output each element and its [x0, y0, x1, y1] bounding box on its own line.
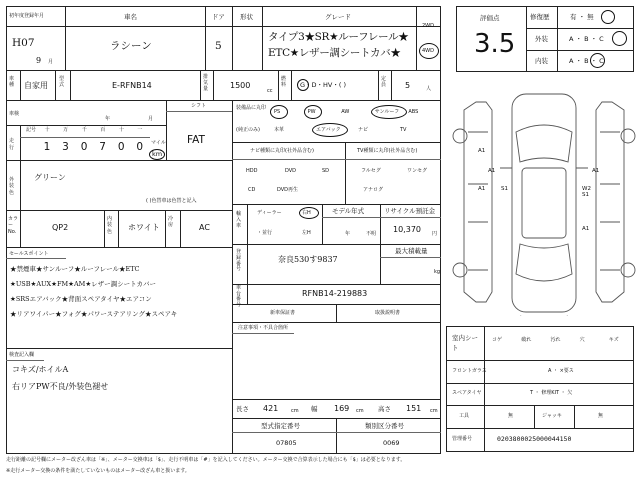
- tv-label: [357, 149, 417, 154]
- type-approval-label: 型式指定番号: [261, 422, 300, 430]
- footer-note-1: 走行距離の記号欄にメーター改ざん車は「※」、メーター交換車は「$」、走行不明車は「#」を記入してください。メーター交換で合算表示した場合にも「$」は必要となります。: [6, 457, 406, 463]
- divider: [6, 70, 441, 71]
- equipment-row-2: [270, 126, 438, 140]
- repair-options: 有 ・ 無: [570, 13, 594, 21]
- selected-ring: [304, 105, 322, 119]
- windshield-label: フロントガラス: [452, 368, 487, 374]
- exterior-color-label: 外装色: [9, 177, 15, 196]
- damage-mark: A1: [478, 148, 486, 154]
- navi-option: HDD: [246, 168, 258, 174]
- divider: [6, 348, 232, 349]
- damage-mark: W2: [582, 186, 591, 192]
- first-reg-era: H07: [12, 37, 35, 49]
- divider: [232, 399, 441, 400]
- capacity-label: 定員: [381, 76, 387, 88]
- seat-damage-option: 破れ: [521, 337, 532, 343]
- tv-option: ワンセグ: [407, 168, 428, 174]
- model-label: 型式: [59, 76, 65, 88]
- score-value: 3.5: [474, 29, 516, 59]
- mileage-digit-header-row: [20, 128, 150, 136]
- drive-2wd-label: 2WD: [422, 23, 434, 29]
- divider: [526, 50, 634, 51]
- divider: [232, 204, 441, 205]
- shape-label: 形状: [240, 13, 253, 21]
- equipment-label: 装備品に丸印: [236, 105, 267, 111]
- sales-points-list: [10, 262, 230, 322]
- class-num-value: 0069: [383, 439, 400, 447]
- interior-grade-label: 内装: [535, 57, 548, 65]
- vin-label: 車台番号: [236, 285, 242, 308]
- width-value: 169: [334, 404, 350, 413]
- divider: [6, 258, 66, 259]
- equipment-option: PW: [307, 109, 316, 115]
- drive-4wd-label: 4WD: [422, 48, 434, 54]
- selected-ring: [312, 123, 348, 137]
- sales-points-label: セールスポイント: [9, 251, 49, 257]
- divider: [446, 405, 634, 406]
- divider: [180, 210, 181, 247]
- tools-value: 無: [508, 413, 514, 419]
- plate-value: 奈良530す9837: [278, 255, 338, 264]
- grade-line-1: タイプ3★SR★ルーフレール★: [268, 31, 409, 43]
- exterior-grade-label: 外装: [535, 35, 548, 43]
- divider: [205, 6, 206, 70]
- equipment-option: ナビ: [358, 127, 369, 133]
- divider: [247, 284, 248, 304]
- grade-line-2: ETC★レザー調シートカバ★: [268, 47, 401, 59]
- seat-damage-option: 汚れ: [550, 337, 561, 343]
- recycle-value: 10,370: [393, 225, 421, 234]
- equipment-option: ABS: [408, 109, 419, 115]
- divider: [55, 70, 56, 100]
- max-load-label: 最大積載量: [395, 247, 428, 255]
- class-num-label: 類別区分番号: [365, 422, 404, 430]
- equipment-option: エアバック: [316, 127, 341, 133]
- divider: [232, 159, 441, 160]
- navi-option: DVD: [285, 168, 297, 174]
- selected-ring: [371, 105, 407, 119]
- length-unit: cm: [291, 408, 299, 414]
- tools-label: 工具: [459, 413, 470, 419]
- mileage-label: 走行: [9, 138, 15, 151]
- model-year-unknown: 不明: [366, 231, 377, 237]
- navi-label: [250, 149, 314, 154]
- seat-label: 室内シート: [452, 334, 478, 352]
- doors-label: ドア: [212, 13, 225, 21]
- capacity-unit: 人: [426, 86, 432, 92]
- ac-value: AC: [199, 223, 210, 232]
- divider: [247, 244, 248, 284]
- divider: [200, 70, 201, 100]
- height-value: 151: [406, 404, 422, 413]
- mileage-digit: 1: [43, 141, 51, 153]
- max-load-unit: kg: [434, 269, 441, 275]
- first-reg-label: 初年度登録年月: [9, 13, 45, 19]
- plate-label: 登録番号: [236, 249, 242, 273]
- exterior-color-note: ( )色替車は色替と記入: [146, 198, 197, 204]
- mileage-digit: 7: [99, 141, 106, 153]
- divider: [416, 6, 417, 70]
- divider: [232, 333, 294, 334]
- color-code-value: QP2: [52, 223, 69, 232]
- navi-option: DVD再生: [277, 187, 299, 193]
- grade-label: グレード: [325, 13, 351, 21]
- usage-label: 車種: [9, 76, 15, 88]
- usage-value: 自家用: [24, 81, 48, 90]
- seat-damage-option: コゲ: [492, 337, 503, 343]
- spare-label: スペアタイヤ: [452, 390, 482, 396]
- equipment-option: サンルーフ: [374, 109, 400, 115]
- divider: [6, 160, 232, 161]
- divider: [534, 405, 535, 428]
- warranty-new: 新車保証書: [270, 310, 296, 316]
- import-right: 右H: [302, 210, 311, 216]
- mgmt-value: 0203800025000044150: [497, 435, 572, 443]
- height-label: 高さ: [378, 405, 391, 413]
- divider: [380, 257, 441, 258]
- damage-mark: S1: [501, 186, 508, 192]
- warranty-manual: 取扱説明書: [375, 310, 401, 316]
- displacement-label: 排気量: [203, 74, 209, 92]
- displacement-unit: cc: [267, 88, 273, 94]
- inspector-note-line: 右リアPW不良/外装色褪せ: [12, 382, 109, 391]
- seat-damage-option: 穴: [579, 337, 585, 343]
- divider: [484, 326, 485, 452]
- tv-option: アナログ: [363, 187, 384, 193]
- sales-point-line: ★禁煙車★サンルーフ★ルーフレール★ETC: [10, 265, 140, 273]
- length-value: 421: [263, 404, 279, 413]
- equipment-option: PS: [274, 109, 281, 115]
- inspection-year-label: 年: [105, 116, 111, 122]
- windshield-value: A ・ ×要ス: [548, 368, 574, 374]
- mileage-digit-header: 万: [63, 127, 69, 133]
- car-name-label: 車名: [124, 13, 137, 21]
- jack-value: 無: [598, 413, 604, 419]
- model-value: E-RFNB14: [112, 81, 152, 90]
- navi-option: SD: [322, 168, 330, 174]
- first-reg-month: 9: [36, 56, 42, 65]
- divider: [232, 244, 441, 245]
- damage-mark: A1: [592, 168, 600, 174]
- tv-option: フルセグ: [361, 168, 381, 174]
- damage-mark: A1: [582, 226, 590, 232]
- car-name-value: ラシーン: [110, 40, 152, 52]
- month-unit: 月: [48, 59, 54, 65]
- divider: [345, 142, 346, 204]
- divider: [291, 70, 292, 100]
- divider: [232, 284, 441, 285]
- mileage-digit: 0: [117, 141, 125, 153]
- divider: [391, 70, 392, 100]
- spare-value: T ・ 修理KIT ・ 欠: [530, 390, 573, 396]
- length-label: 長さ: [236, 405, 249, 413]
- divider: [70, 70, 71, 100]
- divider: [6, 125, 166, 126]
- divider: [104, 210, 105, 247]
- divider: [20, 210, 21, 247]
- mileage-digit: 0: [136, 141, 144, 153]
- height-unit: cm: [430, 408, 438, 414]
- model-year-label: モデル年式: [332, 207, 365, 215]
- capacity-value: 5: [405, 81, 411, 90]
- import-label: 輸入車: [236, 211, 242, 229]
- divider: [232, 142, 441, 143]
- divider: [6, 210, 232, 211]
- mileage-unit-km: km: [152, 150, 163, 158]
- model-year-unit: 年: [345, 231, 351, 237]
- divider: [166, 100, 167, 160]
- damage-mark: A1: [478, 186, 486, 192]
- import-dealer: ディーラー: [257, 210, 282, 216]
- equipment-option: 本革: [274, 127, 285, 133]
- divider: [446, 428, 634, 429]
- shift-label: シフト: [191, 103, 207, 109]
- repair-selected-circle: [601, 10, 615, 24]
- equipment-row-1: [270, 108, 438, 122]
- selected-ring: [270, 105, 288, 119]
- divider: [6, 247, 232, 248]
- divider: [446, 360, 634, 361]
- fuel-label: 燃料: [281, 76, 287, 88]
- divider: [278, 70, 279, 100]
- displacement-value: 1500: [230, 81, 251, 90]
- ac-label: 冷房: [168, 216, 174, 229]
- mileage-digit-header: 十: [118, 127, 124, 133]
- sales-point-line: ★リアワイパー★フォグ★パワーステアリング★スペアキ: [10, 310, 178, 318]
- divider: [118, 210, 119, 247]
- damage-marks: [478, 148, 599, 232]
- divider: [336, 304, 337, 322]
- exterior-color-value: グリーン: [34, 173, 66, 182]
- navi-option: CD: [248, 187, 256, 193]
- mileage-digit-row: [20, 141, 150, 155]
- divider: [322, 204, 323, 244]
- divider: [213, 70, 214, 100]
- mileage-digit: 3: [62, 141, 69, 153]
- exterior-grade-circle: [612, 31, 627, 46]
- repair-label: 修復歴: [530, 13, 550, 21]
- interior-grade-circle: [590, 53, 605, 68]
- equipment-option: AW: [341, 109, 350, 115]
- recycle-unit: 円: [432, 231, 438, 237]
- mileage-digit-header: 一: [137, 127, 143, 133]
- width-unit: cm: [356, 408, 364, 414]
- inspection-label: 車検: [9, 111, 20, 117]
- shift-value: FAT: [187, 134, 205, 146]
- equipment-sublabel: (純正のみ): [236, 127, 260, 133]
- damage-mark: A1: [488, 168, 496, 174]
- footer-note-2: ※走行メーター交換の条件を満たしていないものはメーター改ざん車と扱います。: [6, 468, 190, 474]
- mileage-digit-header: 記号: [26, 127, 37, 133]
- inspection-month-label: 月: [148, 116, 154, 122]
- divider: [232, 6, 233, 70]
- import-parallel: ・並行: [257, 230, 273, 236]
- damage-mark: S1: [582, 192, 589, 198]
- divider: [336, 418, 337, 453]
- mileage-digit-header: 十: [44, 127, 50, 133]
- jack-label: ジャッキ: [542, 413, 562, 419]
- divider: [446, 383, 634, 384]
- mileage-digit-header: 千: [81, 127, 87, 133]
- mgmt-label: 管理番号: [452, 436, 473, 442]
- divider: [20, 137, 150, 138]
- color-code-label: カラー No.: [8, 216, 19, 235]
- mileage-digit: 0: [80, 141, 88, 153]
- divider: [165, 210, 166, 247]
- score-label: 評価点: [480, 14, 500, 22]
- car-damage-diagram: [452, 92, 636, 316]
- seat-items-row: [486, 338, 632, 348]
- sales-point-line: ★SRSエアバック★背面スペアタイヤ★エアコン: [10, 295, 152, 303]
- divider: [232, 432, 441, 433]
- divider: [232, 100, 233, 453]
- vin-value: RFNB14-219883: [302, 289, 368, 298]
- equipment-option: TV: [400, 127, 407, 133]
- divider: [65, 6, 66, 70]
- mileage-unit-mile: マイル: [151, 140, 166, 146]
- interior-grade-options: A ・ B ・ C: [569, 57, 604, 65]
- import-left: 左H: [302, 230, 311, 236]
- divider: [6, 360, 44, 361]
- divider: [232, 322, 441, 323]
- doors-value: 5: [215, 40, 222, 52]
- inspector-notes-label: 検査記入欄: [9, 352, 35, 358]
- exterior-grade-options: A ・ B ・ C: [569, 35, 604, 43]
- inspector-note-line: コキズ/ホイルA: [12, 365, 69, 374]
- divider: [526, 28, 634, 29]
- interior-color-value: ホワイト: [128, 223, 160, 232]
- tv-sublabel: (社外品含む): [388, 148, 418, 154]
- divider: [166, 111, 232, 112]
- divider: [6, 100, 441, 101]
- divider: [262, 6, 263, 70]
- sales-point-line: ★USB★AUX★FM★AM★レザー調シートカバー: [10, 280, 156, 288]
- interior-color-label: 内装色: [107, 216, 113, 235]
- fuel-options: G・D・HV・( ): [300, 81, 347, 89]
- divider: [20, 70, 21, 100]
- divider: [247, 204, 248, 244]
- tv-label-text: TV種類に丸印: [357, 148, 389, 154]
- caution-label: 注意事項・不具合箇所: [238, 325, 289, 331]
- divider: [20, 160, 21, 210]
- seat-damage-option: キズ: [608, 337, 619, 343]
- recycle-label: リサイクル預託金: [384, 207, 436, 215]
- navi-sublabel: (社外品含む): [285, 148, 314, 154]
- divider: [322, 217, 441, 218]
- divider: [557, 6, 558, 72]
- divider: [574, 405, 575, 428]
- divider: [526, 6, 527, 72]
- mileage-digit-header: 百: [100, 127, 106, 133]
- width-label: 幅: [311, 405, 318, 413]
- type-approval-value: 07805: [276, 439, 297, 447]
- navi-label-text: ナビ種類に丸印: [250, 148, 286, 154]
- divider: [378, 70, 379, 100]
